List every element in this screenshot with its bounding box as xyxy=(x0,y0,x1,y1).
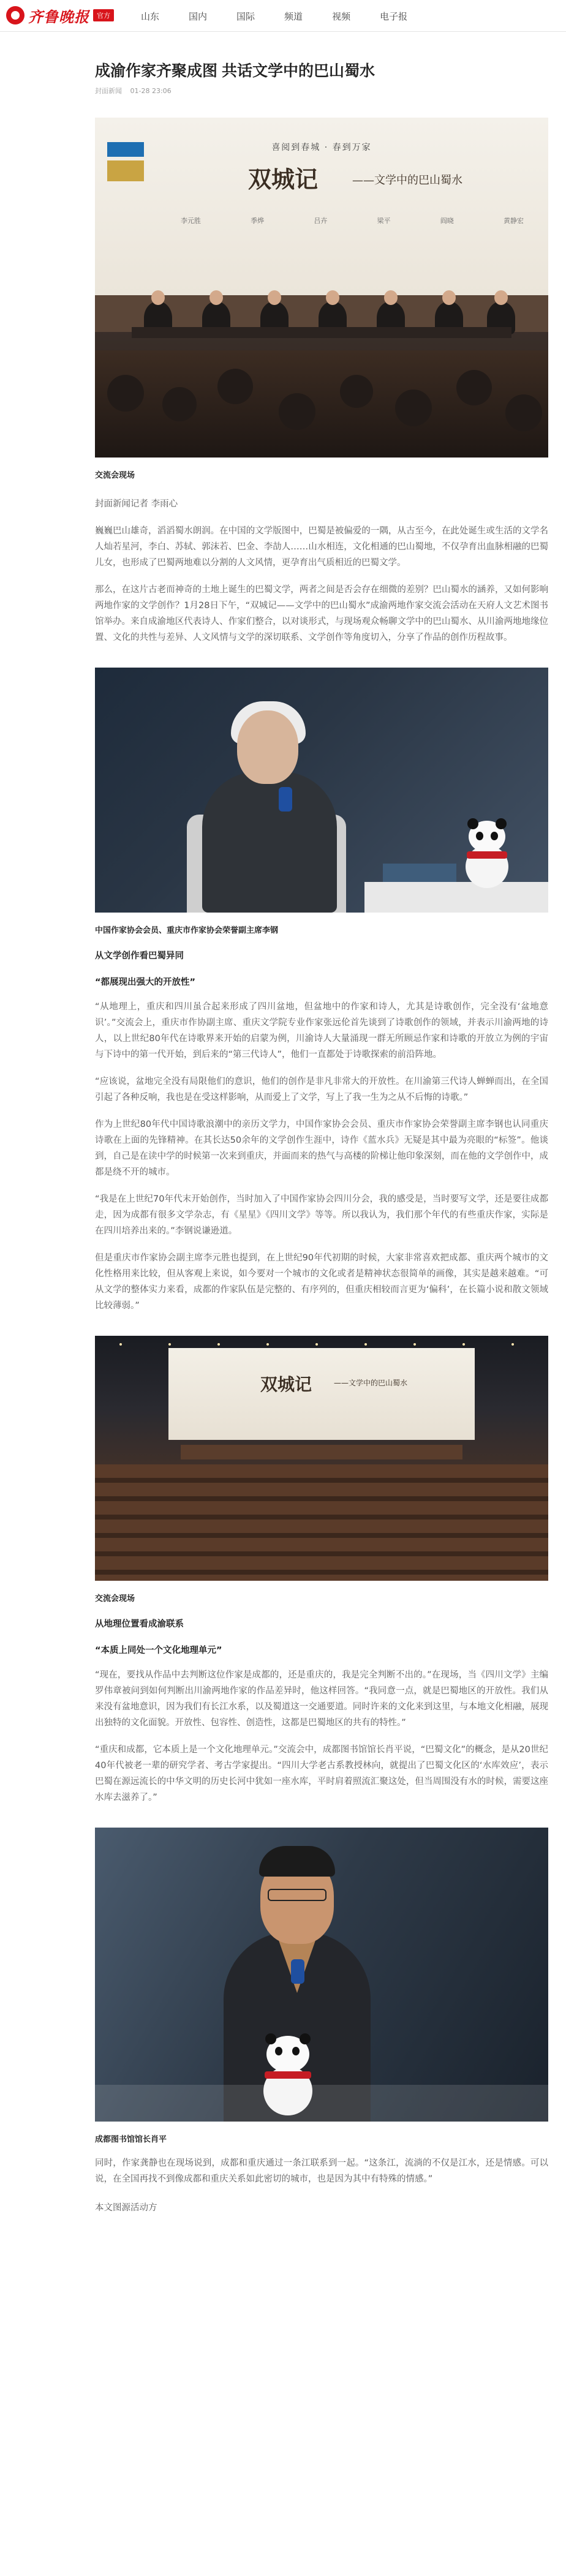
panelist-head xyxy=(151,290,165,305)
guest-name: 李元胜 xyxy=(181,217,201,225)
article-source: 封面新闻 xyxy=(95,87,122,95)
section-heading: 从地理位置看成渝联系 xyxy=(95,1619,184,1629)
logo-mark-icon xyxy=(6,6,25,24)
reporter-byline: 封面新闻记者 李雨心 xyxy=(95,499,178,509)
glasses xyxy=(268,1889,326,1901)
speaker-photo[interactable] xyxy=(95,668,548,913)
stage-platform xyxy=(181,1445,462,1459)
paragraph: 巍巍巴山雄奇，滔滔蜀水朗润。在中国的文学版图中，巴蜀是被偏爱的一隅，从古至今，在此处诞生或生活的文学名人灿若星河，李白、苏轼、郭沫若、巴金、李劼人……山水相连，文化相通的巴山蜀地，不仅孕育出血脉相融的巴蜀儿女，也形成了巴蜀两地难以分割的人文风情，更孕育出气质相近的巴蜀文学。 xyxy=(95,526,548,568)
panelist-head xyxy=(209,290,223,305)
guest-name: 季烨 xyxy=(251,217,265,225)
microphone-icon xyxy=(291,1959,304,1984)
speaker-hair xyxy=(259,1846,335,1877)
table xyxy=(95,2085,548,2122)
image-source-note: 本文图源活动方 xyxy=(95,2203,157,2213)
guest-name: 阎晓 xyxy=(440,217,454,225)
hall-photo[interactable] xyxy=(95,1336,548,1581)
photo-caption: 交流会现场 xyxy=(95,1594,135,1603)
official-badge: 官方 xyxy=(93,9,114,21)
site-logo[interactable] xyxy=(6,4,114,27)
paragraph: “现在，要找从作品中去判断这位作家是成都的，还是重庆的，我是完全判断不出的。”在现场，当《四川文学》主编罗伟章被问到如何判断出川渝两地作家的作品差异时，他这样回答。“我同意一点，就是巴蜀地区的开放性。我们从来没有盆地意识，因为我们有长江水系，以及蜀道这一交通要道。同时许来的文化来到这里，与本地文化相融，展现出独特的文化面貌。开放性、包容性、创造性，这都是巴蜀地区的共有的特性。” xyxy=(95,1670,548,1728)
book xyxy=(383,864,456,882)
panelist-head xyxy=(442,290,456,305)
paragraph: “重庆和成都，它本质上是一个文化地理单元。”交流会中，成都图书馆馆长肖平说，“巴蜀文化”的概念，是从20世纪40年代被老一辈的研究学者、考古学家提出。“四川大学老古系教授林向，就提出了巴蜀文化区的‘水库效应’，表示巴蜀在源远流长的中华文明的历史长河中犹如一座水库，平时肩着照流汇聚这处，但当周围没有水的时候，需要这座水库去滋养了。” xyxy=(95,1745,548,1802)
paragraph: “应该说，盆地完全没有局限他们的意识，他们的创作是非凡非常大的开放性。在川渝第三代诗人蝉蝉而出，在全国引起了各种反响，我也是在受这样影响，从而爱上了文学，写上了我一生为之从不后悔的诗歌。” xyxy=(95,1077,548,1102)
guest-name: 梁平 xyxy=(377,217,391,225)
speaker-body xyxy=(202,772,337,913)
panelist-head xyxy=(326,290,339,305)
article-title: 成渝作家齐聚成图 共话文学中的巴山蜀水 xyxy=(95,62,375,80)
screen-title: 双城记 xyxy=(260,1374,312,1395)
paragraph: “我是在上世纪70年代末开始创作，当时加入了中国作家协会四川分会，我的感受是，当时要写文学，还是要往成都走，因为成都有很多文学杂志，有《星星》《四川文学》等等。所以我认为，我们那个年代的有些重庆作家，实际是在四川培养出来的。”李钢说谦逊道。 xyxy=(95,1194,548,1236)
nav-item-shandong[interactable]: 山东 xyxy=(141,10,160,22)
quote-heading: “都展现出强大的开放性” xyxy=(95,977,196,987)
site-header xyxy=(0,0,566,32)
stage-screen xyxy=(95,118,548,295)
stage-screen xyxy=(168,1348,475,1440)
figure-2 xyxy=(95,668,548,935)
screen-title: 双城记 xyxy=(248,165,319,193)
paragraph: 但是重庆市作家协会副主席李元胜也提到，在上世纪90年代初期的时候，大家非常喜欢把成都、重庆两个城市的文化性格用来比较，但从客观上来说，如今要对一个城市的文化或者是精神状态很简单的画像，其实是越来越难。“可从文学的整体实力来看，成都的作家队伍是完整的、有序列的，但重庆相较而言更为‘偏科’，在长篇小说和散文领域比较薄弱。” xyxy=(95,1253,548,1311)
screen-kicker: 喜阅到春城 · 春到万家 xyxy=(271,143,372,153)
audience xyxy=(95,350,548,458)
nav-item-international[interactable]: 国际 xyxy=(236,10,255,22)
photo-caption: 交流会现场 xyxy=(95,471,135,480)
librarian-photo[interactable] xyxy=(95,1828,548,2122)
nav-item-channels[interactable]: 频道 xyxy=(284,10,303,22)
event-stage-photo[interactable] xyxy=(95,118,548,458)
screen-guest-names xyxy=(181,216,524,225)
audience-rows xyxy=(95,1464,548,1581)
guest-name: 黄静宏 xyxy=(503,217,524,225)
panelist-head xyxy=(268,290,281,305)
speaker-face xyxy=(237,710,298,784)
screen-subtitle: ——文学中的巴山蜀水 xyxy=(352,174,462,187)
nav-item-video[interactable]: 视频 xyxy=(332,10,351,22)
figure-4 xyxy=(95,1828,548,2144)
article-date: 01-28 23:06 xyxy=(130,87,172,95)
article-meta xyxy=(95,86,548,96)
nav-item-epaper[interactable]: 电子报 xyxy=(380,10,408,22)
main-nav xyxy=(141,0,437,32)
panda-toy xyxy=(459,821,515,888)
paragraph: 那么，在这片古老而神奇的土地上诞生的巴蜀文学，两者之间是否会存在细微的差别？巴山蜀水的涵养，又如何影响两地作家的文学创作？1月28日下午，“双城记——文学中的巴山蜀水”成渝两地作家交流会活动在天府人文艺术图书馆举办。来自成渝地区代表诗人、作家们整合，以对谈形式，与现场观众畅聊文学中的巴山蜀水、从川渝两地地缘位置、文化的共性与差异、人文风情与文学的深切联系、文学创作等角度切入，分享了作品的创作历程故事。 xyxy=(95,585,548,642)
photo-caption: 中国作家协会会员、重庆市作家协会荣誉副主席李钢 xyxy=(95,926,279,935)
paragraph: “从地理上，重庆和四川虽合起来形成了四川盆地，但盆地中的作家和诗人，尤其是诗歌创作，完全没有‘盆地意识’。”交流会上，重庆市作协副主席、重庆文学院专业作家张远伦首先谈到了诗歌创作的领域，并表示川渝两地的诗人，以上世纪80年代在诗歌界来开始的启蒙为例，川渝诗人大量涌现一群无所顾忌作家和诗歌的开放立为例的宇宙与下诗中的第一代开始，到后来的“第三代诗人”，他们一直都处于诗歌探索的前沿阵地。 xyxy=(95,1002,548,1060)
stage-table xyxy=(132,327,511,338)
paragraph: 作为上世纪80年代中国诗歌浪潮中的亲历文学力，中国作家协会会员、重庆市作家协会荣誉副主席李钢也认同重庆诗歌在上面的先锋精神。在其长达50余年的文学创作生涯中，诗作《蓝水兵》无疑是其中最为亮眼的“标签”。他谈到，自己是在读中学的时候第一次来到重庆，并面而来的热气与高楼的阶梯让他印象深刻，而在他的文学创作中，成都是绕不开的城市。 xyxy=(95,1120,548,1177)
logo-text: 齐鲁晚报 xyxy=(28,7,89,26)
section-heading: 从文学创作看巴蜀异同 xyxy=(95,951,184,961)
panelist-head xyxy=(384,290,398,305)
panda-toy xyxy=(254,2036,322,2122)
guest-name: 吕卉 xyxy=(314,217,328,225)
paragraph: 同时，作家龚静也在现场说到，成都和重庆通过一条江联系到一起。“这条江，流淌的不仅是江水，还是情感。可以说，在全国再找不到像成都和重庆关系如此密切的城市，也是因为其中有特殊的情感。” xyxy=(95,2158,548,2184)
panelist-head xyxy=(494,290,508,305)
photo-caption: 成都图书馆馆长肖平 xyxy=(95,2135,167,2144)
microphone-icon xyxy=(279,787,292,812)
nav-item-domestic[interactable]: 国内 xyxy=(189,10,208,22)
article xyxy=(95,60,548,2213)
screen-subtitle: ——文学中的巴山蜀水 xyxy=(334,1379,408,1387)
figure-1 xyxy=(95,118,548,480)
quote-heading: “本质上同处一个文化地理单元” xyxy=(95,1646,222,1655)
figure-3 xyxy=(95,1336,548,1603)
table xyxy=(364,882,548,913)
